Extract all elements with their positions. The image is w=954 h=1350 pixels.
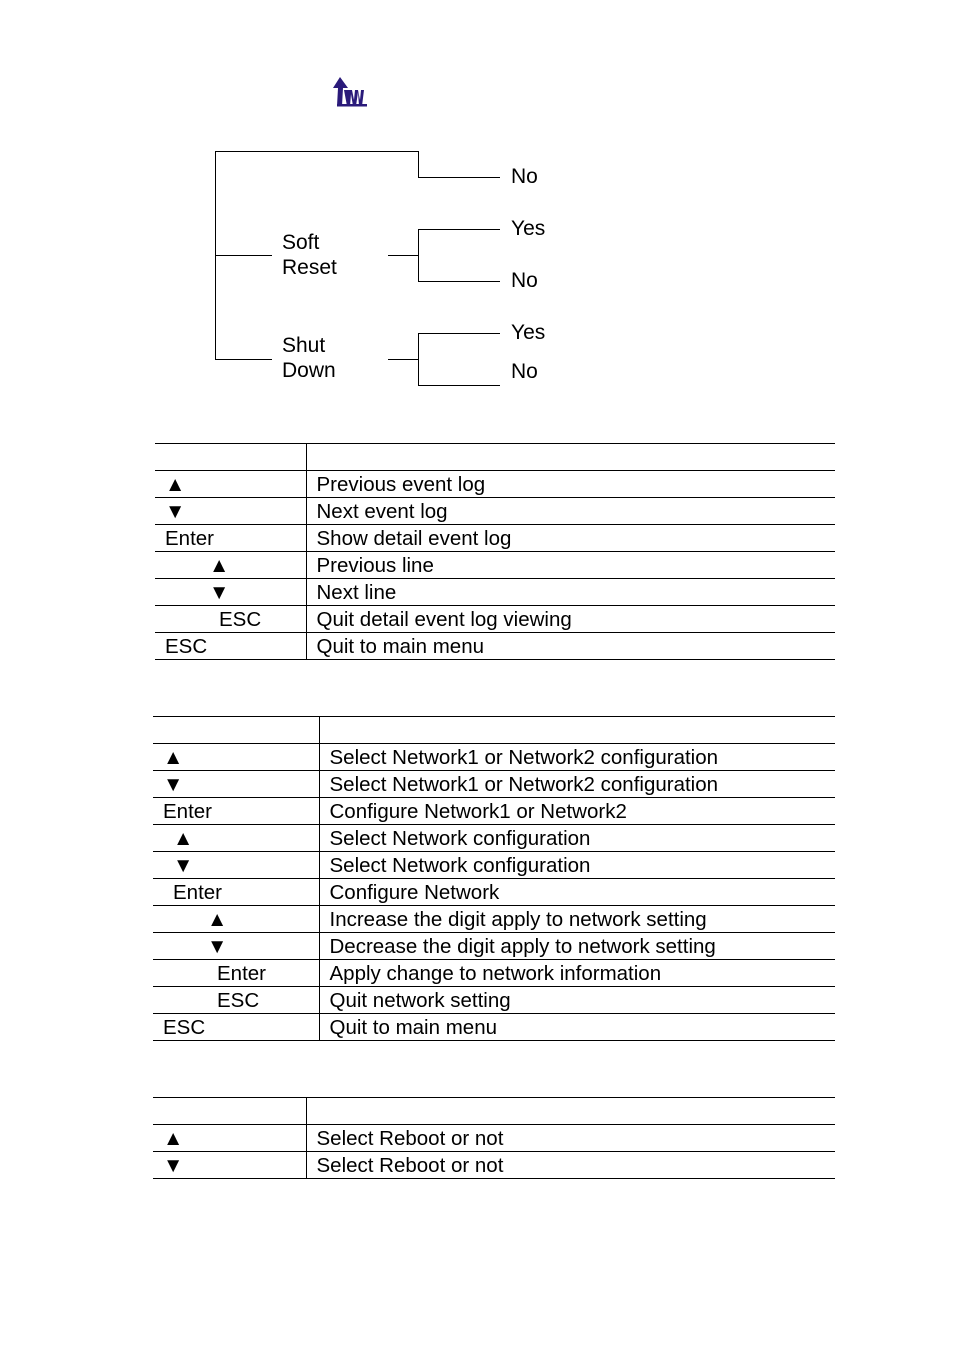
action-cell: Configure Network1 or Network2: [319, 798, 835, 825]
key-cell: ▲: [153, 744, 319, 771]
tree-node-shut-down: [282, 333, 336, 383]
arrow-logo-icon: [331, 76, 369, 108]
action-cell: Select Network1 or Network2 configuration: [319, 744, 835, 771]
action-cell: Previous event log: [306, 471, 835, 498]
table-row: [155, 552, 835, 579]
table-row: [155, 471, 835, 498]
table-row: [153, 879, 835, 906]
table-row: [153, 1125, 835, 1152]
table-row: [153, 1014, 835, 1041]
table-row: [155, 633, 835, 660]
table-row: [153, 798, 835, 825]
key-cell: ▼: [153, 1152, 306, 1179]
action-cell: Show detail event log: [306, 525, 835, 552]
action-cell: Quit network setting: [319, 987, 835, 1014]
table-row: [153, 771, 835, 798]
key-cell: ▼: [155, 498, 306, 525]
header-action-cell: [306, 444, 835, 471]
table-row: [153, 933, 835, 960]
key-cell: ▼: [153, 771, 319, 798]
tree-option-no: No: [511, 360, 538, 383]
event-log-key-table: [155, 443, 835, 660]
table-row: [153, 906, 835, 933]
tree-option-yes: Yes: [511, 321, 546, 344]
tree-option-yes: Yes: [511, 217, 546, 240]
key-cell: ▲: [155, 471, 306, 498]
key-cell: ▲: [153, 825, 319, 852]
header-key-cell: [153, 717, 319, 744]
table-row: [153, 960, 835, 987]
action-cell: Quit to main menu: [319, 1014, 835, 1041]
action-cell: Previous line: [306, 552, 835, 579]
action-cell: Increase the digit apply to network setting: [319, 906, 835, 933]
table-row: [155, 579, 835, 606]
table-row: [153, 852, 835, 879]
network-key-table: [153, 716, 835, 1041]
action-cell: Select Network1 or Network2 configuration: [319, 771, 835, 798]
key-cell: ▼: [153, 933, 319, 960]
table-row: [155, 525, 835, 552]
key-cell: ▲: [153, 1125, 306, 1152]
table-header-row: [155, 444, 835, 471]
company-logo: [331, 76, 369, 108]
key-cell: ▲: [155, 552, 306, 579]
key-cell: ▼: [155, 579, 306, 606]
table-header-row: [153, 1098, 835, 1125]
tree-node-soft-reset: [282, 230, 337, 280]
action-cell: Configure Network: [319, 879, 835, 906]
tree-option-no: No: [511, 269, 538, 292]
tree-node-label-line2: Down: [282, 359, 336, 382]
tree-node-label-line1: Soft: [282, 231, 320, 254]
table-row: [155, 498, 835, 525]
action-cell: Next line: [306, 579, 835, 606]
tree-node-label-line2: Reset: [282, 256, 337, 279]
action-cell: Quit to main menu: [306, 633, 835, 660]
key-cell: ▲: [153, 906, 319, 933]
header-action-cell: [306, 1098, 835, 1125]
table-header-row: [153, 717, 835, 744]
key-cell: Enter: [153, 960, 319, 987]
table-row: [155, 606, 835, 633]
action-cell: Select Reboot or not: [306, 1125, 835, 1152]
action-cell: Select Reboot or not: [306, 1152, 835, 1179]
action-cell: Select Network configuration: [319, 852, 835, 879]
table-row: [153, 744, 835, 771]
key-cell: ESC: [155, 633, 306, 660]
header-key-cell: [155, 444, 306, 471]
key-cell: Enter: [153, 798, 319, 825]
key-cell: Enter: [153, 879, 319, 906]
table-row: [153, 1152, 835, 1179]
key-cell: Enter: [155, 525, 306, 552]
action-cell: Decrease the digit apply to network setting: [319, 933, 835, 960]
tree-node-label-line1: Shut: [282, 334, 326, 357]
action-cell: Select Network configuration: [319, 825, 835, 852]
action-cell: Next event log: [306, 498, 835, 525]
action-cell: Quit detail event log viewing: [306, 606, 835, 633]
header-key-cell: [153, 1098, 306, 1125]
table-row: [153, 825, 835, 852]
action-cell: Apply change to network information: [319, 960, 835, 987]
key-cell: ESC: [153, 987, 319, 1014]
key-cell: ESC: [153, 1014, 319, 1041]
key-cell: ▼: [153, 852, 319, 879]
key-cell: ESC: [155, 606, 306, 633]
reboot-key-table: [153, 1097, 835, 1179]
tree-option-no: No: [511, 165, 538, 188]
header-action-cell: [319, 717, 835, 744]
table-row: [153, 987, 835, 1014]
